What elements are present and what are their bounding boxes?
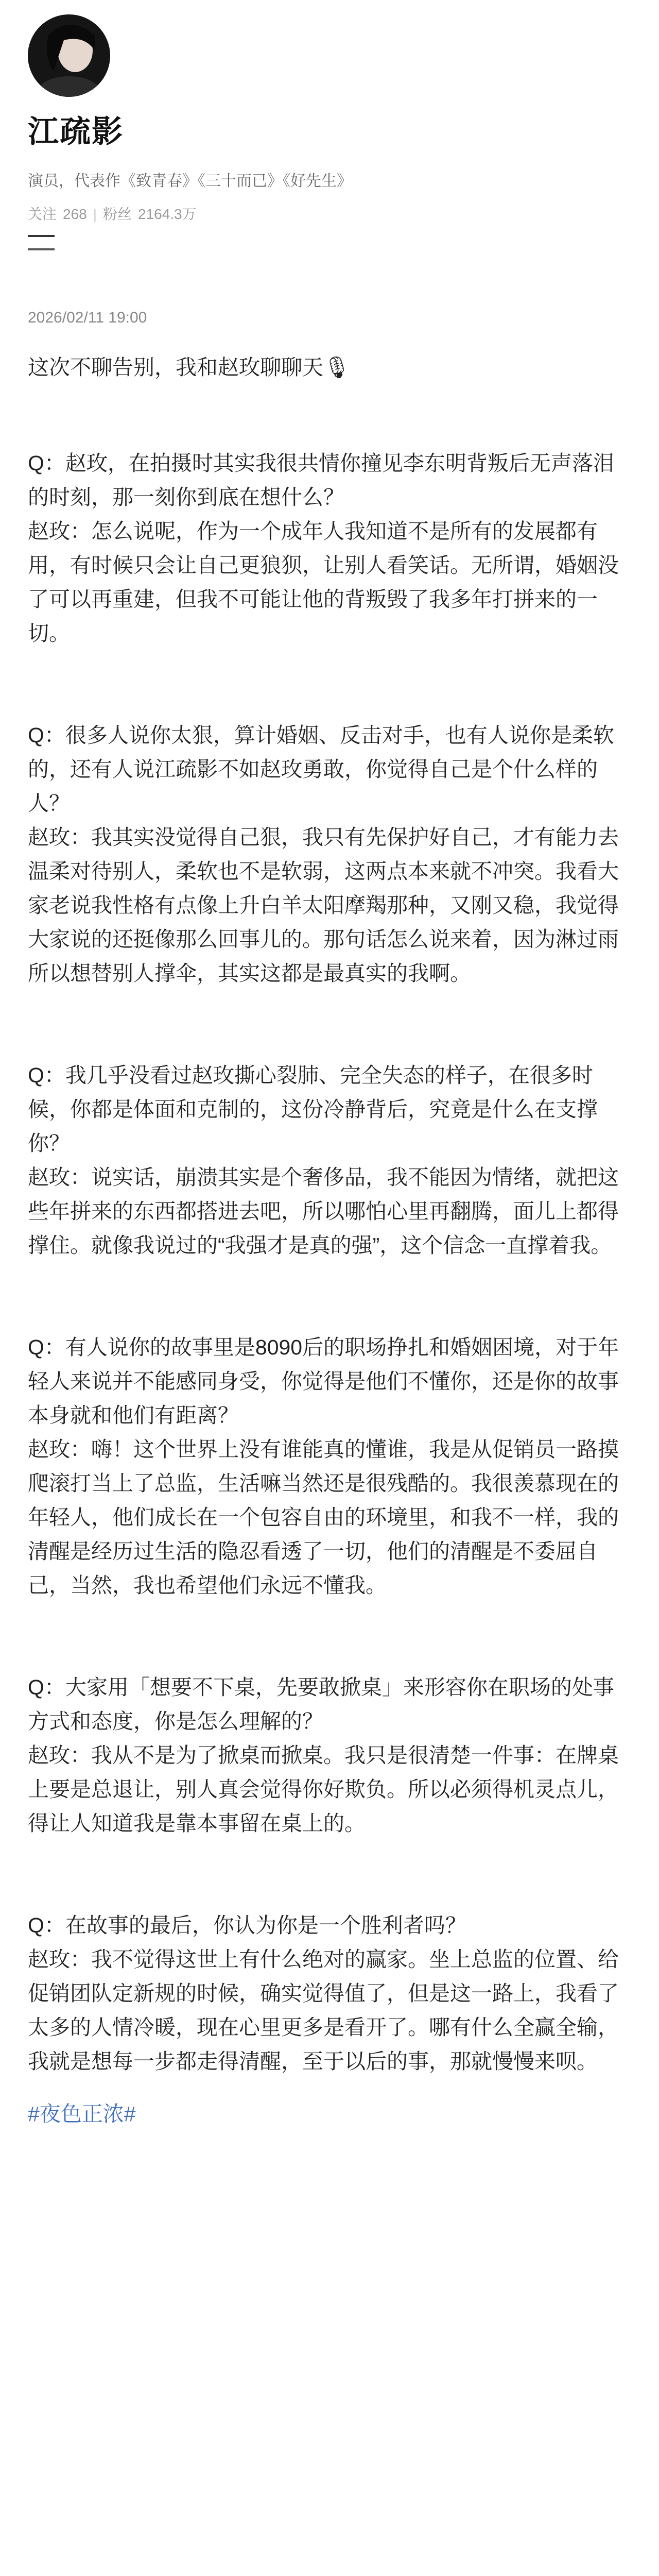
post-paragraph-intro: 这次不聊告别，我和赵玫聊聊天🎙 <box>28 355 351 379</box>
followers-value[interactable]: 268 <box>63 206 87 222</box>
menu-lines-icon[interactable] <box>28 235 55 237</box>
post-hashtag-link[interactable]: #夜色正浓# <box>28 2102 136 2126</box>
profile-header <box>0 0 659 268</box>
post-paragraph-q4: Q：有人说你的故事里是8090后的职场挣扎和婚姻困境，对于年轻人来说并不能感同身受，你觉得是他们不懂你，还是你的故事本身就和他们有距离？ 赵玫：嗨！这个世界上没有谁能真的懂谁，我是从促销员一路摸爬滚打当上了总监，生活嘛当然还是很残酷的。我很羡慕现在的年轻人，他们成长在一个包容自由的环境里，和我不一样，我的清醒是经历过生活的隐忍看透了一切，他们的清醒是不委屈自己，当然，我也希望他们永远不懂我。 <box>28 1335 619 1597</box>
fans-label: 粉丝 <box>103 206 132 222</box>
stats-divider: | <box>93 206 97 222</box>
followers-label: 关注 <box>28 206 57 222</box>
post-paragraph-q6: Q：在故事的最后，你认为你是一个胜利者吗？ 赵玫：我不觉得这世上有什么绝对的赢家。坐上总监的位置、给促销团队定新规的时候，确实觉得值了，但是这一路上，我看了太多的人情冷暖，现在心里更多是看开了。哪有什么全赢全输，我就是想每一步都走得清醒，至于以后的事，那就慢慢来呗。 <box>28 1913 619 2073</box>
menu-lines-icon-bottom[interactable] <box>28 248 55 250</box>
fans-value[interactable]: 2164.3万 <box>138 206 197 222</box>
avatar[interactable] <box>28 14 110 97</box>
post-paragraph-q5: Q：大家用「想要不下桌，先要敢掀桌」来形容你在职场的处事方式和态度，你是怎么理解的？ 赵玫：我从不是为了掀桌而掀桌。我只是很清楚一件事：在牌桌上要是总退让，别人真会觉得你好欺负。所以必须得机灵点儿，得让人知道我是靠本事留在桌上的。 <box>28 1675 619 1835</box>
avatar-portrait-icon <box>28 14 110 97</box>
profile-name[interactable]: 江疏影 <box>28 114 124 149</box>
post-paragraph-q2: Q：很多人说你太狠，算计婚姻、反击对手，也有人说你是柔软的，还有人说江疏影不如赵玫勇敢，你觉得自己是个什么样的人？ 赵玫：我其实没觉得自己狠，我只有先保护好自己，才有能力去温柔对待别人，柔软也不是软弱，这两点本来就不冲突。我看大家老说我性格有点像上升白羊太阳摩羯那种，又刚又稳，我觉得大家说的还挺像那么回事儿的。那句话怎么说来着，因为淋过雨所以想替别人撑伞，其实这都是最真实的我啊。 <box>28 723 619 985</box>
post-paragraph-q1: Q：赵玫，在拍摄时其实我很共情你撞见李东明背叛后无声落泪的时刻，那一刻你到底在想什么？ 赵玫：怎么说呢，作为一个成年人我知道不是所有的发展都有用，有时候只会让自己更狼狈，让别人看笑话。无所谓，婚姻没了可以再重建，但我不可能让他的背叛毁了我多年打拼来的一切。 <box>28 451 619 645</box>
post-date: 2026/02/11 19:00 <box>28 309 147 326</box>
profile-stats <box>28 203 203 224</box>
profile-bio: 演员，代表作《致青春》《三十而已》《好先生》 <box>28 173 352 190</box>
post-paragraph-q3: Q：我几乎没看过赵玫撕心裂肺、完全失态的样子，在很多时候，你都是体面和克制的，这份冷静背后，究竟是什么在支撑你？ 赵玫：说实话，崩溃其实是个奢侈品，我不能因为情绪，就把这些年拼来的东西都搭进去吧，所以哪怕心里再翻腾，面儿上都得撑住。就像我说过的“我强才是真的强”，这个信念一直撑着我。 <box>28 1063 619 1257</box>
post-body <box>28 350 631 2131</box>
